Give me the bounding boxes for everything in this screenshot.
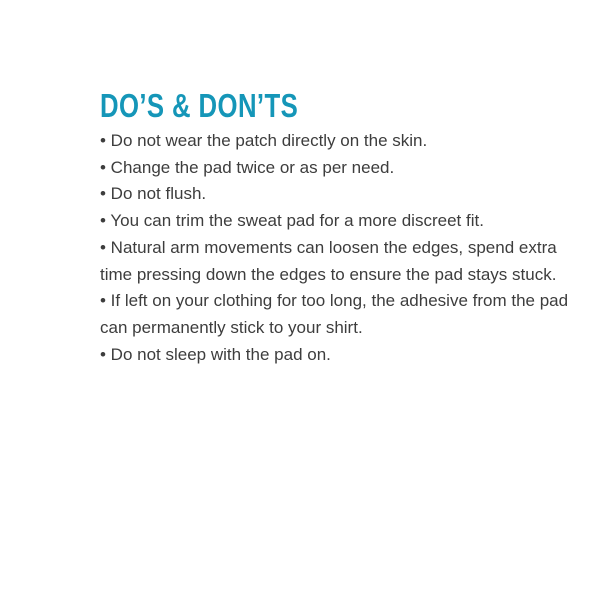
list-item: • You can trim the sweat pad for a more discreet fit. [100,211,484,231]
list-item: • Change the pad twice or as per need. [100,157,395,177]
tips-list [100,128,580,368]
list-item: • Do not wear the patch directly on the skin. [100,131,428,150]
dos-donts-section [100,86,580,368]
list-item: • Natural arm movements can loosen the edges, spend extra time pressing down the edges to ensure the pad stays stuck. [100,237,557,284]
section-heading: DO’S & DON’TS [100,87,299,124]
list-item: • Do not sleep with the pad on. [100,344,331,364]
list-item: • If left on your clothing for too long, the adhesive from the pad can permanently stick to your shirt. [100,291,569,337]
list-item: • Do not flush. [100,184,207,204]
